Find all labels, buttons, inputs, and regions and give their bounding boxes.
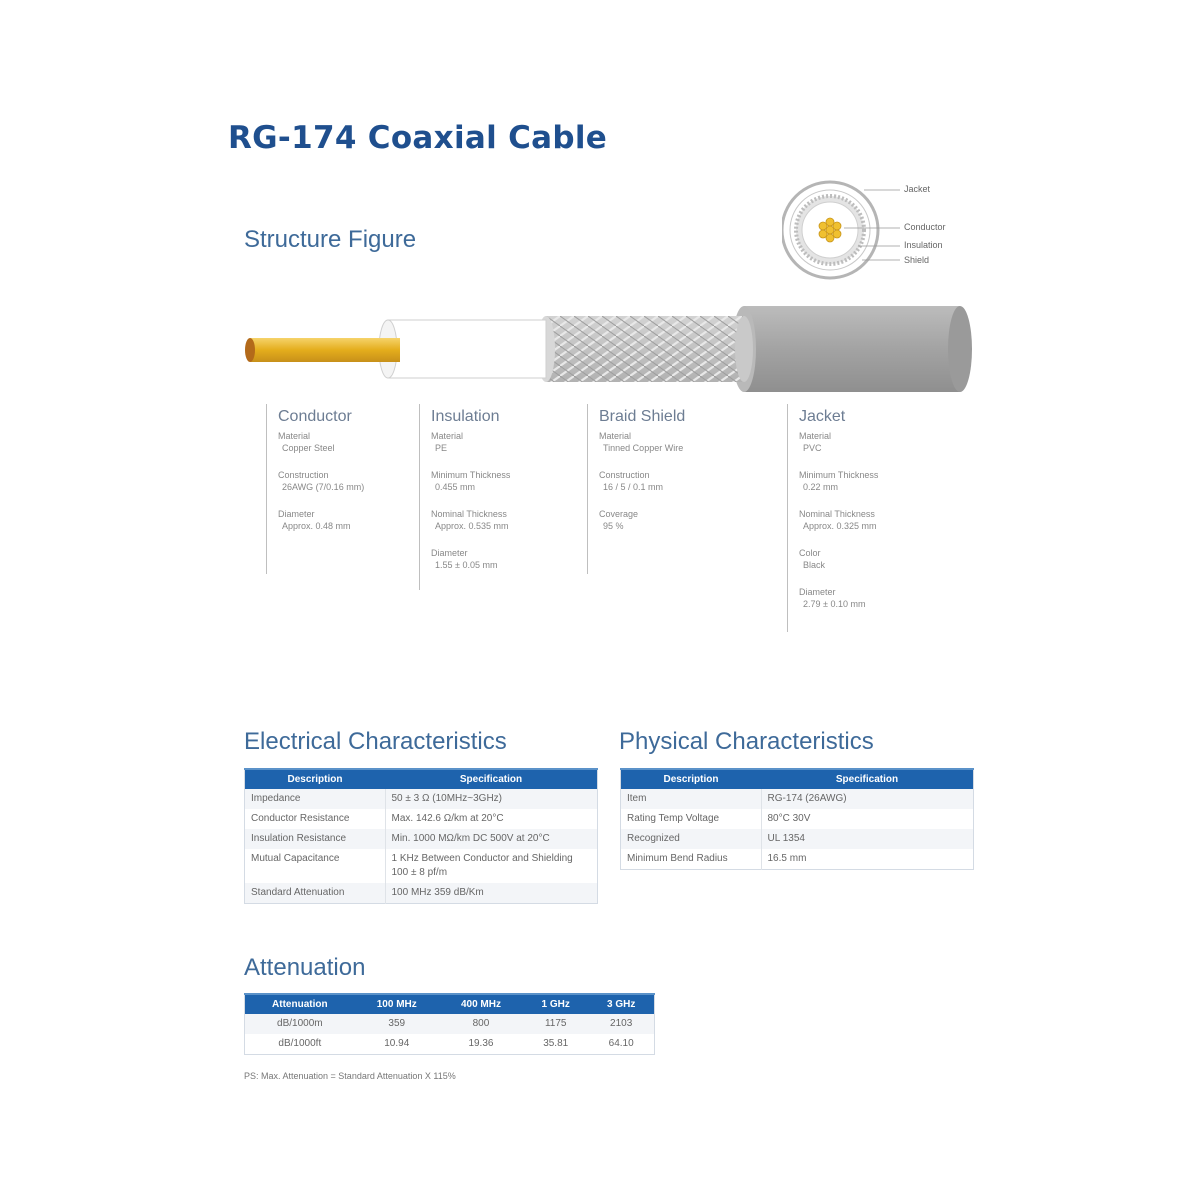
table-row bbox=[245, 829, 598, 849]
spec-item bbox=[431, 547, 510, 571]
structure-heading: Structure Figure bbox=[244, 226, 417, 253]
spec-column-jacket bbox=[787, 404, 878, 632]
spec-label: Nominal Thickness bbox=[799, 509, 875, 519]
electrical-table bbox=[244, 768, 598, 904]
spec-label: Minimum Thickness bbox=[431, 470, 511, 480]
spec-item bbox=[431, 469, 510, 493]
spec-item bbox=[431, 430, 510, 454]
spec-label: Material bbox=[278, 431, 311, 441]
table-cell: 50 ± 3 Ω (10MHz~3GHz) bbox=[385, 789, 598, 809]
spec-item bbox=[799, 508, 878, 532]
spec-column-insulation bbox=[419, 404, 510, 590]
table-cell: 800 bbox=[439, 1014, 523, 1034]
spec-label: Diameter bbox=[278, 509, 315, 519]
column-header: Description bbox=[621, 769, 762, 789]
table-row bbox=[245, 883, 598, 904]
table-cell-line: 100 ± 8 pf/m bbox=[391, 867, 448, 878]
spec-label: Material bbox=[799, 431, 832, 441]
spec-item bbox=[599, 469, 685, 493]
spec-value: 0.22 mm bbox=[803, 482, 839, 492]
page-title: RG-174 Coaxial Cable bbox=[228, 120, 608, 156]
spec-value: Approx. 0.535 mm bbox=[435, 521, 509, 531]
spec-item bbox=[278, 508, 364, 532]
table-cell: 64.10 bbox=[608, 1038, 634, 1049]
spec-label: Material bbox=[599, 431, 632, 441]
cross-section-label-jacket: Jacket bbox=[904, 184, 931, 194]
attenuation-heading: Attenuation bbox=[244, 954, 366, 981]
column-header: 400 MHz bbox=[439, 994, 523, 1014]
table-cell: 80°C 30V bbox=[767, 813, 811, 824]
table-row bbox=[245, 1014, 655, 1034]
spec-value: 26AWG (7/0.16 mm) bbox=[282, 482, 365, 492]
cross-section-label-shield: Shield bbox=[904, 255, 930, 265]
spec-label: Color bbox=[799, 548, 821, 558]
spec-label: Diameter bbox=[431, 548, 468, 558]
spec-item bbox=[431, 508, 510, 532]
cable-cross-section bbox=[782, 180, 952, 280]
spec-value: Approx. 0.48 mm bbox=[282, 521, 351, 531]
spec-item bbox=[799, 547, 878, 571]
spec-item bbox=[799, 469, 878, 493]
spec-label: Construction bbox=[599, 470, 650, 480]
spec-value: PE bbox=[435, 443, 448, 453]
table-cell: Recognized bbox=[621, 829, 762, 849]
cross-section-label-conductor: Conductor bbox=[904, 222, 946, 232]
column-header: Specification bbox=[385, 769, 598, 789]
spec-item bbox=[278, 430, 364, 454]
table-row bbox=[245, 809, 598, 829]
table-cell: Conductor Resistance bbox=[245, 809, 386, 829]
spec-label: Material bbox=[431, 431, 464, 441]
spec-label: Minimum Thickness bbox=[799, 470, 879, 480]
table-row bbox=[621, 849, 974, 870]
spec-value: 1.55 ± 0.05 mm bbox=[435, 560, 498, 570]
spec-label: Construction bbox=[278, 470, 329, 480]
physical-heading: Physical Characteristics bbox=[619, 728, 874, 755]
cable-illustration bbox=[238, 296, 978, 405]
table-cell: 35.81 bbox=[543, 1038, 569, 1049]
spec-label: Diameter bbox=[799, 587, 836, 597]
table-cell: UL 1354 bbox=[761, 829, 974, 849]
table-cell: Mutual Capacitance bbox=[245, 849, 386, 883]
spec-value: 95 % bbox=[603, 521, 624, 531]
electrical-heading: Electrical Characteristics bbox=[244, 728, 507, 755]
table-cell: dB/1000m bbox=[245, 1014, 355, 1034]
table-cell: Standard Attenuation bbox=[245, 883, 386, 904]
table-cell: Min. 1000 MΩ/km DC 500V at 20°C bbox=[385, 829, 598, 849]
table-cell: dB/1000ft bbox=[278, 1038, 322, 1049]
table-cell: 16.5 mm bbox=[767, 853, 807, 864]
spec-column-title: Braid Shield bbox=[599, 408, 686, 425]
table-cell: 1175 bbox=[523, 1014, 588, 1034]
spec-value: 2.79 ± 0.10 mm bbox=[803, 599, 866, 609]
column-header: 1 GHz bbox=[523, 994, 588, 1014]
spec-item bbox=[599, 508, 685, 532]
table-header-row bbox=[245, 769, 598, 789]
table-cell: Minimum Bend Radius bbox=[621, 849, 762, 870]
spec-item bbox=[799, 586, 878, 610]
spec-item bbox=[278, 469, 364, 493]
physical-table bbox=[620, 768, 974, 870]
table-cell: Insulation Resistance bbox=[245, 829, 386, 849]
spec-value: Approx. 0.325 mm bbox=[803, 521, 877, 531]
table-cell: 100 MHz 359 dB/Km bbox=[385, 883, 598, 904]
table-header-row bbox=[621, 769, 974, 789]
table-cell: 10.94 bbox=[384, 1038, 410, 1049]
spec-value: 0.455 mm bbox=[435, 482, 476, 492]
column-header: 3 GHz bbox=[588, 994, 654, 1014]
spec-label: Nominal Thickness bbox=[431, 509, 507, 519]
spec-value: Copper Steel bbox=[282, 443, 335, 453]
spec-column-braid-shield bbox=[587, 404, 685, 574]
table-row bbox=[621, 789, 974, 809]
table-row bbox=[245, 849, 598, 883]
table-cell: Impedance bbox=[245, 789, 386, 809]
spec-item bbox=[799, 430, 878, 454]
column-header: Description bbox=[245, 769, 386, 789]
table-cell: Item bbox=[621, 789, 762, 809]
attenuation-table bbox=[244, 993, 655, 1055]
cross-section-label-insulation: Insulation bbox=[904, 240, 943, 250]
spec-column-title: Jacket bbox=[799, 408, 846, 425]
spec-value: Black bbox=[803, 560, 826, 570]
cable-side-view bbox=[238, 296, 978, 400]
column-header: 100 MHz bbox=[355, 994, 439, 1014]
spec-value: Tinned Copper Wire bbox=[603, 443, 684, 453]
spec-label: Coverage bbox=[599, 509, 639, 519]
spec-column-title: Conductor bbox=[278, 408, 352, 425]
table-cell: 2103 bbox=[588, 1014, 654, 1034]
table-row bbox=[621, 809, 974, 829]
column-header: Specification bbox=[761, 769, 974, 789]
table-header-row bbox=[245, 994, 655, 1014]
table-row bbox=[245, 789, 598, 809]
spec-value: PVC bbox=[803, 443, 822, 453]
spec-column-conductor bbox=[266, 404, 364, 574]
spec-column-title: Insulation bbox=[431, 408, 500, 425]
attenuation-note: PS: Max. Attenuation = Standard Attenuation X 115% bbox=[244, 1071, 456, 1081]
table-row bbox=[245, 1034, 655, 1055]
column-header: Attenuation bbox=[245, 994, 355, 1014]
table-cell: 19.36 bbox=[468, 1038, 494, 1049]
table-cell-line: 1 KHz Between Conductor and Shielding bbox=[391, 853, 573, 864]
table-cell: Rating Temp Voltage bbox=[621, 809, 762, 829]
table-cell: Max. 142.6 Ω/km at 20°C bbox=[391, 813, 504, 824]
table-cell: RG-174 (26AWG) bbox=[761, 789, 974, 809]
table-row bbox=[621, 829, 974, 849]
spec-item bbox=[599, 430, 685, 454]
table-cell bbox=[385, 849, 598, 883]
table-cell: 359 bbox=[355, 1014, 439, 1034]
spec-value: 16 / 5 / 0.1 mm bbox=[603, 482, 664, 492]
